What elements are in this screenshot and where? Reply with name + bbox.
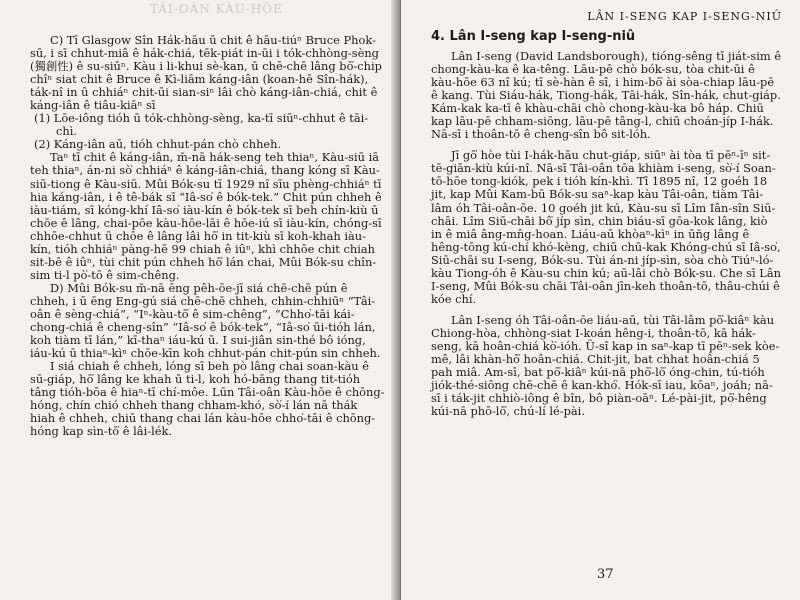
right-page (401, 0, 800, 600)
running-head: LÂN I-SENG KAP I-SENG-NIÛ (587, 10, 782, 23)
left-page (0, 0, 399, 600)
paragraph-lecture: Taⁿ tī chit ê káng-iân, m̄-nā hák-seng teh thiaⁿ, Kàu-siū iā teh thiaⁿ, án-ni sò͘ chhiáⁿ ê káng-iân-chiá, thang kóng sī Kàu-siū-tiong ê Kàu-siū. Mûi Bók-su tī 1929 nî sīu phèng-chhiáⁿ tī hia káng-iân, i ê tê-bák sī “Iâ-so͘ ê bók-tek.” Chit pún chheh ê iàu-tiám, sī kóng-khí Iâ-so͘ iàu-kín ê bók-tek sī beh chín-kiù ū chōe ê lâng, chai-pōe kàu-hōe-lāi ê hōe-iú sī iàu-kín, chóng-sī chhōe-chhut ū chōe ê lâng lâi hō͘ in tit-kiù sī koh-khah iàu-kín, tióh chhiáⁿ pàng-hē 99 chiah ê iûⁿ, khì chhōe chit chiah sit-bē ê iûⁿ, tùi chit pún chheh hō͘ lán chai, Mûi Bók-su chîn-sim ti-l pò͘-tō ê sim-chêng. (30, 150, 382, 282)
condition-item-1: (1) Lōe-iông tióh ū tók-chhòng-sèng, ka-tī siūⁿ-chhut ê tāi-chì. (34, 111, 369, 139)
paragraph-arrival: Jī gō͘ hòe tùi I-hák-hāu chut-giáp, siūⁿ ài tòa tī pēⁿ-īⁿ sit-tē-giān-kiù kúi-nî. Nā-sī Tâi-oân tōa khiàm i-seng, sò͘-í Soan-tō-hōe tong-kiók, pek i tióh kín-khì. Tī 1895 nî, 12 goéh 18 jit, kap Mûi Kam-bū Bók-su saⁿ-kap kàu Tâi-oân, tiàm Tâi-lâm óh Tâi-oân-ōe. 10 goéh jit kú, Kàu-su sī Lîm Iân-sîn Siū-chāi. Lîm Siū-chāi bô͘ jíp sìn, chin biáu-sī gōa-kok lâng, kiò in ê miâ âng-mn̂g-hoan. Liáu-aū khòaⁿ-kìⁿ in ūn̄g lâng ê hêng-tōng kú-chí khó-kèng, chiū chū-kak Khóng-chú sī Iâ-so͘, Siū-chāi su I-seng, Bók-su. Tùi án-ni jíp-sìn, sòa chò Tiúⁿ-ló-kàu Tiong-óh ê Kàu-su chin kú; aū-lâi chò Bók-su. Che sī Lân I-seng, Mûi Bók-su chāi Tâi-oân jīn-keh thoân-tō, thâu-chúi ê kóe chí. (431, 148, 781, 306)
paragraph-d: D) Mûi Bók-su m̄-nā ēng pêh-ōe-jī siá chē-chē pún ê chheh, i ū ēng Eng-gú siá chē-chē chheh, chhin-chhiūⁿ “Tâi-oân ê sèng-chiá”, “Iⁿ-kàu-tō͘ ê sim-chêng”, “Chho͘-tāi kái-chong-chiá ê cheng-sîn” “Iâ-so͘ ê bók-tek”, “Iâ-so͘ ūi-tióh lán, koh tiàm tī lán,” kī-thaⁿ iáu-kú ū. I sui-jiân sin-thé bô ióng, iáu-kú ū thiaⁿ-kìⁿ chōe-kīn koh chhut-pán chit-pún sin chheh. (30, 280, 381, 361)
page-number: 37 (597, 567, 614, 582)
paragraph-intro: Lân I-seng (David Landsborough), tióng-sêng tī jiát-sim ê chong-kàu-ka ê ka-têng. Lāu-pē chò bók-su, tòa chit-ūi ê kàu-hōe 63 nî kú; tī sè-hàn ê sî, i him-bō͘ ài sòa-chiap lāu-pē ê kang. Tùi Siáu-hák, Tiong-hák, Tāi-hák, Sîn-hák, chut-giáp. Kám-kak ka-tī ê khàu-chāi chò chong-kàu-ka bô háp. Chiū kap lāu-pē chham-siōng, lāu-pē tâng-l, chiū choán-jíp I-hák. Nā-sī i thoân-tō ê cheng-sîn bô sit-lóh. (431, 49, 782, 142)
condition-item-2: (2) Káng-iân aū, tióh chhut-pán chò chheh. (34, 137, 282, 152)
bleed-through-header: TÂI-OÂN KÀU-HŌE (150, 2, 283, 16)
paragraph-books: I siá chiah ê chheh, lóng sī beh pò lâng chai soan-kàu ê sū-giáp, hō͘ lâng ke khah ū ti-l, koh hó-bāng thang tit-tióh tâng tióh-bōa ê hiaⁿ-tī chí-môe. Lūn Tâi-oân Kàu-hōe ê chōng-hóng, chín chió chheh thang chham-khó, sò͘-í lán nā thák hiah ê chheh, chiū thang chai lán kàu-hōe chho͘-tāi ê chōng-hóng kap sìn-tō͘ ê lâi-lék. (30, 359, 385, 439)
section-title: 4. Lân I-seng kap I-seng-niû (431, 29, 636, 44)
paragraph-changhua: Lân I-seng óh Tâi-oân-ōe liáu-aū, tùi Tâi-lâm pō͘-kiâⁿ kàu Chiong-hòa, chhòng-siat I-koán hêng-i, thoân-tō, kā hák-seng, kā hoân-chiá kò͘-ióh. Ū-sî kap in saⁿ-kap tī pēⁿ-sek kòe-mê, lâi khàn-hō͘ hoân-chiá. Chit-jit, bat chhat hoân-chiá 5 pah miâ. Am-sī, bat pō͘-kiâⁿ kúi-nā phō͘-lō͘ óng-chin, tú-tióh jiók-thé-siōng chē-chē ê kan-khó͘. Hók-sī iau, kōaⁿ, joáh; nā-sī i ták-jit chhiò-iông ê bîn, bô piàn-oāⁿ. Lé-pài-jit, pō͘-hêng kúi-nā phō-lō͘, chú-lí lé-pài. (431, 312, 780, 419)
paragraph-c: C) Tī Glasgow Sîn Hák-hāu ū chit ê hāu-tiúⁿ Bruce Phok-sū, i sī chhut-miâ ê hák-chiá, tēk-piát in-ūi i tók-chhòng-sèng (獨創性) ê su-siūⁿ. Kàu i li-khui sè-kan, ū chē-chē lâng bō͘-chip chîⁿ siat chit ê Bruce ê Kì-liām káng-iân (koan-hē Sîn-hák), ták-nî in ū chhiáⁿ chit-ūi sian-siⁿ lâi chò káng-iân-chiá, chit ê káng-iân ê tiâu-kiāⁿ sī (30, 33, 382, 113)
